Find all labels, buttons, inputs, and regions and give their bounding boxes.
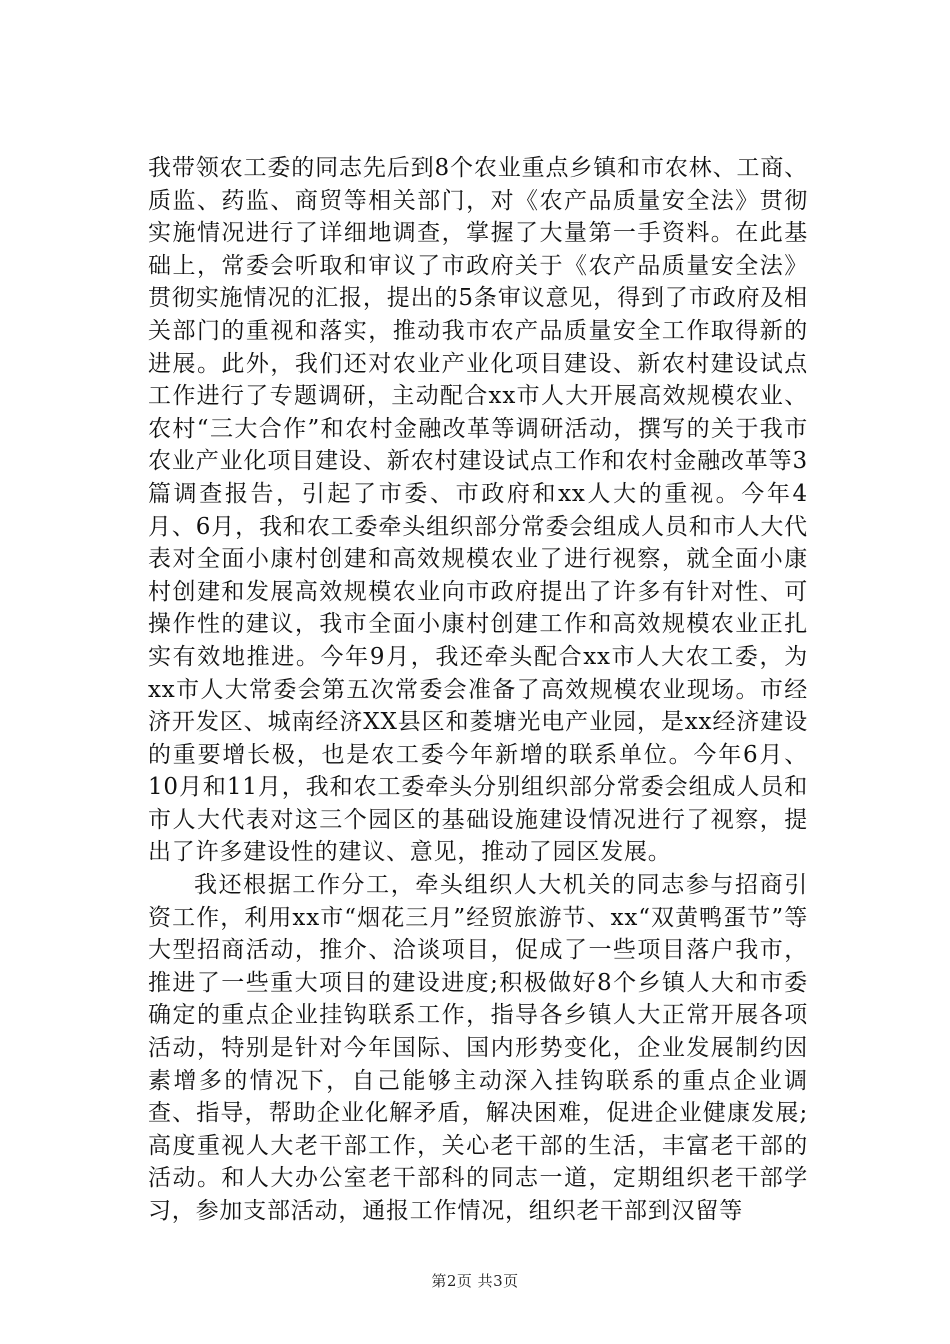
paragraph-investment-work: 我还根据工作分工，牵头组织人大机关的同志参与招商引资工作，利用xx市“烟花三月”经贸旅游节、xx“双黄鸭蛋节”等大型招商活动，推介、洽谈项目，促成了一些项目落户我市，推进了一些重大项目的建设进度;积极做好8个乡镇人大和市委确定的重点企业挂钩联系工作，指导各乡镇人大正常开展各项活动，特别是针对今年国际、国内形势变化，企业发展制约因素增多的情况下，自己能够主动深入挂钩联系的重点企业调查、指导，帮助企业化解矛盾，解决困难，促进企业健康发展;高度重视人大老干部工作，关心老干部的生活，丰富老干部的活动。和人大办公室老干部科的同志一道，定期组织老干部学习，参加支部活动，通报工作情况，组织老干部到汉留等 <box>148 872 808 1224</box>
page-footer: 第2页 共3页 <box>431 1272 519 1290</box>
document-body <box>148 152 808 1228</box>
paragraph-continued: 我带领农工委的同志先后到8个农业重点乡镇和市农林、工商、质监、药监、商贸等相关部门，对《农产品质量安全法》贯彻实施情况进行了详细地调查，掌握了大量第一手资料。在此基础上，常委会听取和审议了市政府关于《农产品质量安全法》贯彻实施情况的汇报，提出的5条审议意见，得到了市政府及相关部门的重视和落实，推动我市农产品质量安全工作取得新的进展。此外，我们还对农业产业化项目建设、新农村建设试点工作进行了专题调研，主动配合xx市人大开展高效规模农业、农村“三大合作”和农村金融改革等调研活动，撰写的关于我市农业产业化项目建设、新农村建设试点工作和农村金融改革等3篇调查报告，引起了市委、市政府和xx人大的重视。今年4月、6月，我和农工委牵头组织部分常委会组成人员和市人大代表对全面小康村创建和高效规模农业了进行视察，就全面小康村创建和发展高效规模农业向市政府提出了许多有针对性、可操作性的建议，我市全面小康村创建工作和高效规模农业正扎实有效地推进。今年9月，我还牵头配合xx市人大农工委，为xx市人大常委会第五次常委会准备了高效规模农业现场。市经济开发区、城南经济XX县区和菱塘光电产业园，是xx经济建设的重要增长极，也是农工委今年新增的联系单位。今年6月、10月和11月，我和农工委牵头分别组织部分常委会组成人员和市人大代表对这三个园区的基础设施建设情况进行了视察，提出了许多建设性的建议、意见，推动了园区发展。 <box>148 155 808 866</box>
